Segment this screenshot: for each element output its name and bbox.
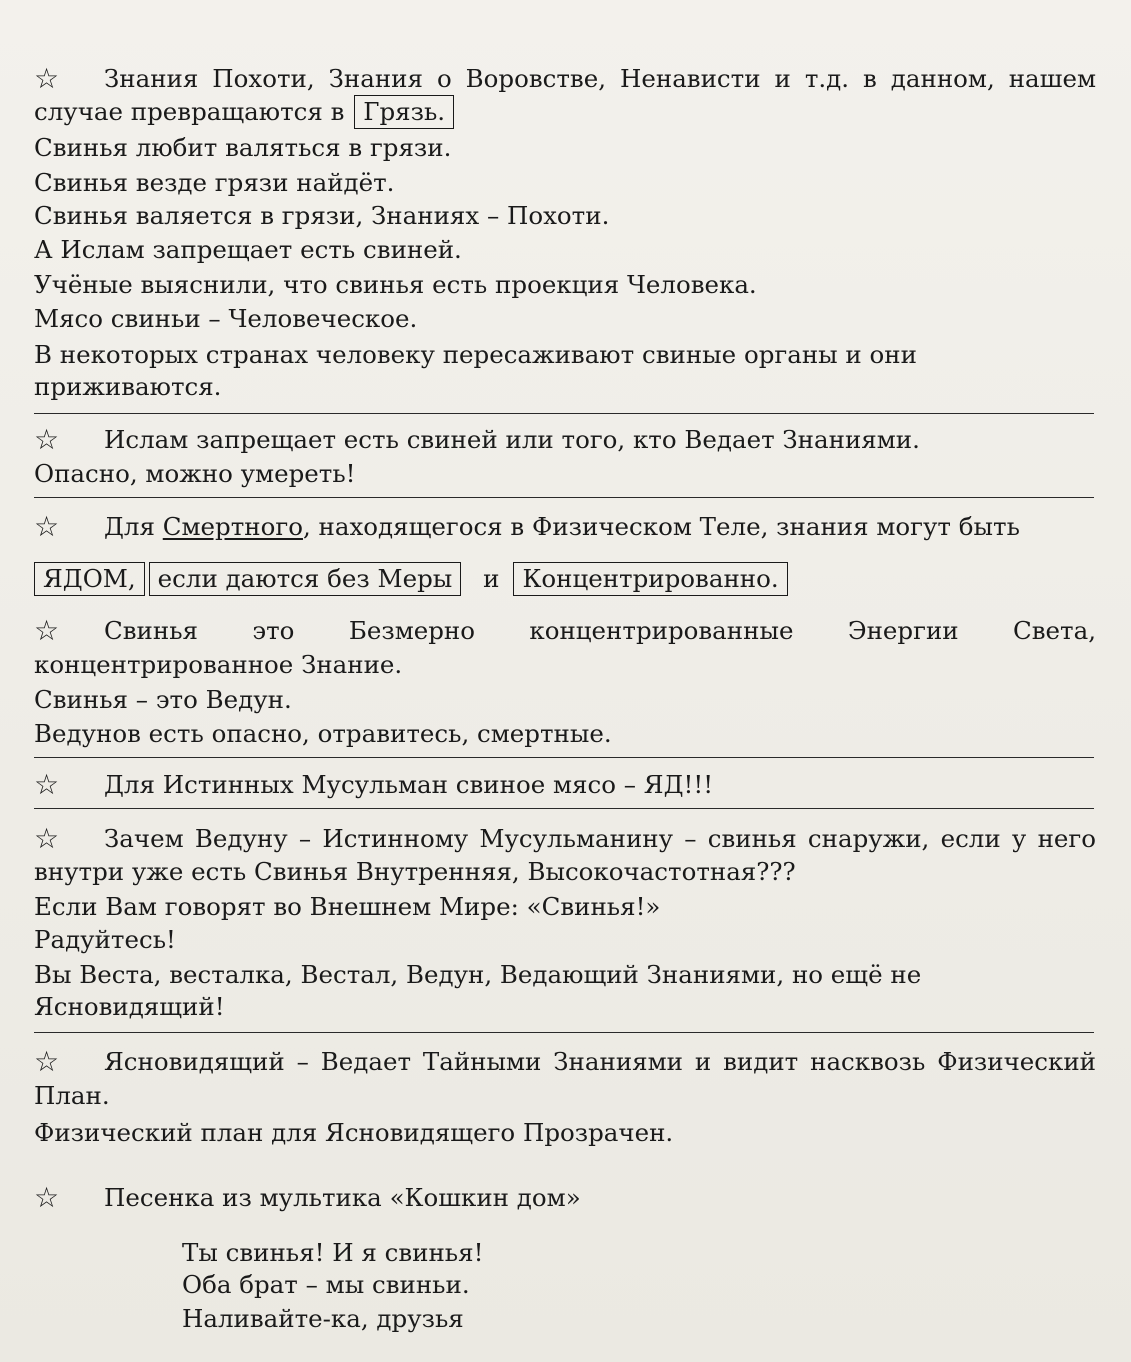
paragraph-line: Учёные выяснили, что свинья есть проекция Человека. <box>34 270 757 299</box>
star-icon: ☆ <box>34 423 60 456</box>
verse-line: Наливайте-ка, друзья <box>182 1304 464 1333</box>
star-icon: ☆ <box>34 1045 60 1078</box>
text: , находящегося в Физическом Теле, знания могут быть <box>302 512 1020 541</box>
paragraph-line: концентрированное Знание. <box>34 650 403 679</box>
paragraph-line: внутри уже есть Свинья Внутренняя, Высокочастотная??? <box>34 857 796 886</box>
paragraph-line: Мясо свиньи – Человеческое. <box>34 304 418 333</box>
paragraph-line <box>34 512 1096 542</box>
divider <box>34 413 1094 414</box>
paragraph-line <box>34 1047 1096 1077</box>
text: Для Истинных Мусульман свиное мясо – ЯД!!! <box>104 770 714 799</box>
paragraph-line <box>34 824 1096 854</box>
text: Свинья это Безмерно концентрированные Энергии Света, <box>104 616 1096 645</box>
star-icon: ☆ <box>34 1181 60 1214</box>
paragraph-line: Опасно, можно умереть! <box>34 459 356 488</box>
text: Зачем Ведуну – Истинному Мусульманину – свинья снаружи, если у него <box>104 824 1096 853</box>
paragraph-line: Ведунов есть опасно, отравитесь, смертные. <box>34 719 612 748</box>
divider <box>34 497 1094 498</box>
paragraph-line: Если Вам говорят во Внешнем Мире: «Свинья!» <box>34 892 661 921</box>
underlined-word: Смертного <box>162 512 303 541</box>
paragraph-line: Свинья любит валяться в грязи. <box>34 133 452 162</box>
text: Ислам запрещает есть свиней или того, кто Ведает Знаниями. <box>104 425 920 454</box>
paragraph-line <box>34 64 1096 94</box>
paragraph-line: В некоторых странах человеку пересаживают свиные органы и они <box>34 340 917 369</box>
boxed-word: ЯДОМ, <box>34 562 145 596</box>
star-icon: ☆ <box>34 62 60 95</box>
paragraph-line: Физический план для Ясновидящего Прозрачен. <box>34 1118 674 1147</box>
divider <box>34 1032 1094 1033</box>
text: Ясновидящий – Ведает Тайными Знаниями и видит насквозь Физический <box>104 1047 1096 1076</box>
boxed-phrase: если даются без Меры <box>149 562 462 596</box>
star-icon: ☆ <box>34 614 60 647</box>
paragraph-line: А Ислам запрещает есть свиней. <box>34 235 462 264</box>
paragraph-line: Свинья валяется в грязи, Знаниях – Похоти. <box>34 201 610 230</box>
star-icon: ☆ <box>34 510 60 543</box>
text: Песенка из мультика «Кошкин дом» <box>104 1183 581 1212</box>
paragraph-line <box>34 425 1096 455</box>
paragraph-line <box>34 564 1096 594</box>
paragraph-line: Вы Веста, весталка, Вестал, Ведун, Ведающий Знаниями, но ещё не <box>34 960 922 989</box>
text: Знания Похоти, Знания о Воровстве, Ненависти и т.д. в данном, нашем <box>104 64 1096 93</box>
boxed-word: Грязь. <box>354 95 454 129</box>
paragraph-line: Свинья – это Ведун. <box>34 685 292 714</box>
paragraph-line: приживаются. <box>34 372 222 401</box>
verse-line: Ты свинья! И я свинья! <box>182 1238 484 1267</box>
paragraph-line <box>34 1183 1096 1213</box>
paragraph-line: Ясновидящий! <box>34 992 225 1021</box>
paragraph-line: Свинья везде грязи найдёт. <box>34 168 395 197</box>
divider <box>34 757 1094 758</box>
paragraph-line <box>34 97 1096 127</box>
text: случае превращаются в <box>34 97 345 126</box>
verse-line: Оба брат – мы свиньи. <box>182 1270 470 1299</box>
boxed-word: Концентрированно. <box>513 562 787 596</box>
divider <box>34 808 1094 809</box>
text: и <box>483 564 500 593</box>
paragraph-line: Радуйтесь! <box>34 925 176 954</box>
paragraph-line: План. <box>34 1081 110 1110</box>
paragraph-line <box>34 770 1096 800</box>
paragraph-line <box>34 616 1096 646</box>
text: Для <box>104 512 155 541</box>
star-icon: ☆ <box>34 822 60 855</box>
star-icon: ☆ <box>34 768 60 801</box>
